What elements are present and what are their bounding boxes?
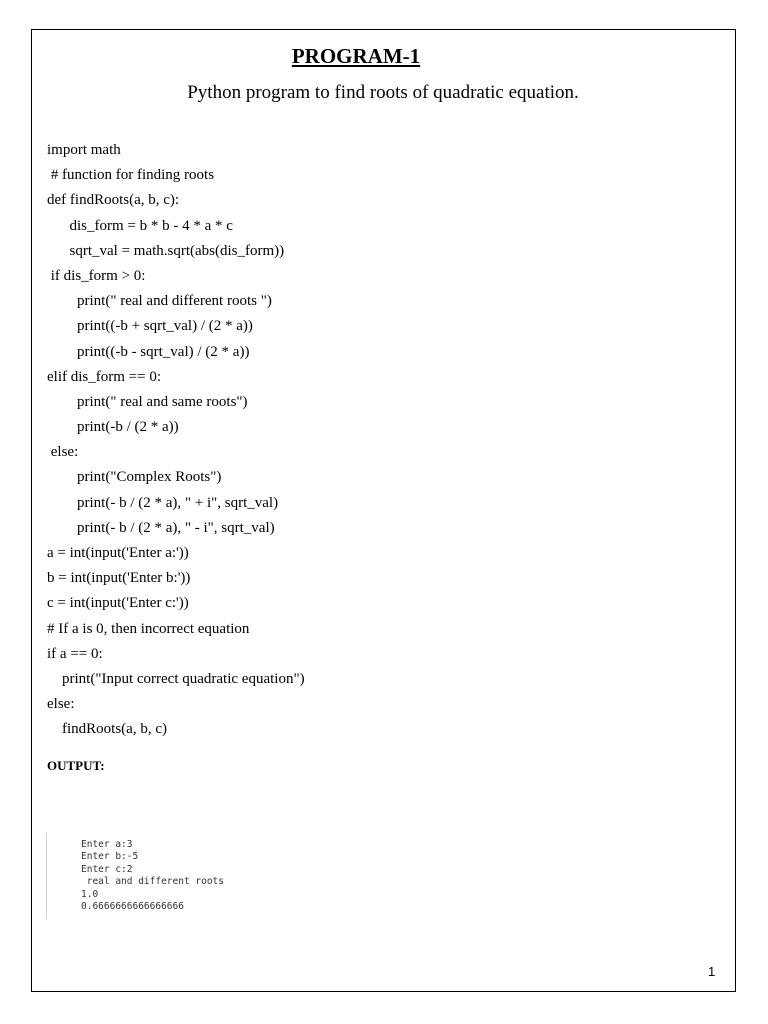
code-line: if dis_form > 0: — [47, 267, 146, 284]
code-line: print("Input correct quadratic equation") — [47, 670, 305, 687]
code-line: else: — [47, 444, 79, 461]
code-line: sqrt_val = math.sqrt(abs(dis_form)) — [47, 242, 285, 259]
code-line: print(- b / (2 * a), " + i", sqrt_val) — [47, 494, 279, 511]
output-line: 1.0 — [81, 888, 99, 900]
code-line: import math — [47, 142, 121, 158]
code-line: print(" real and same roots") — [47, 393, 248, 410]
code-line: print(" real and different roots ") — [47, 293, 272, 310]
code-line: if a == 0: — [47, 645, 103, 662]
output-lines — [81, 839, 224, 913]
output-line: real and different roots — [81, 876, 224, 888]
output-console — [46, 833, 347, 919]
code-line: print(-b / (2 * a)) — [47, 419, 179, 436]
code-line: print(- b / (2 * a), " - i", sqrt_val) — [47, 519, 275, 536]
code-line: a = int(input('Enter a:')) — [47, 545, 189, 561]
code-line: print((-b - sqrt_val) / (2 * a)) — [47, 343, 250, 360]
output-line: Enter c:2 — [81, 863, 133, 875]
code-listing — [47, 138, 305, 743]
code-line: b = int(input('Enter b:')) — [47, 570, 191, 587]
code-line: # If a is 0, then incorrect equation — [47, 620, 250, 637]
code-line: dis_form = b * b - 4 * a * c — [47, 217, 233, 234]
code-line: elif dis_form == 0: — [47, 368, 161, 385]
code-line: print("Complex Roots") — [47, 469, 222, 486]
code-line: else: — [47, 696, 75, 713]
code-line: # function for finding roots — [47, 167, 215, 184]
program-title: PROGRAM-1 — [291, 44, 421, 68]
code-line: print((-b + sqrt_val) / (2 * a)) — [47, 318, 253, 335]
output-line: Enter a:3 — [81, 839, 133, 850]
page-number: 1 — [708, 964, 716, 979]
output-line: 0.6666666666666666 — [81, 900, 184, 912]
code-line: def findRoots(a, b, c): — [47, 192, 180, 209]
output-label: OUTPUT: — [47, 758, 105, 773]
code-line: findRoots(a, b, c) — [47, 721, 167, 738]
code-line: c = int(input('Enter c:')) — [47, 595, 189, 612]
output-line: Enter b:-5 — [81, 851, 139, 863]
program-subtitle: Python program to find roots of quadratic equation. — [187, 82, 579, 103]
